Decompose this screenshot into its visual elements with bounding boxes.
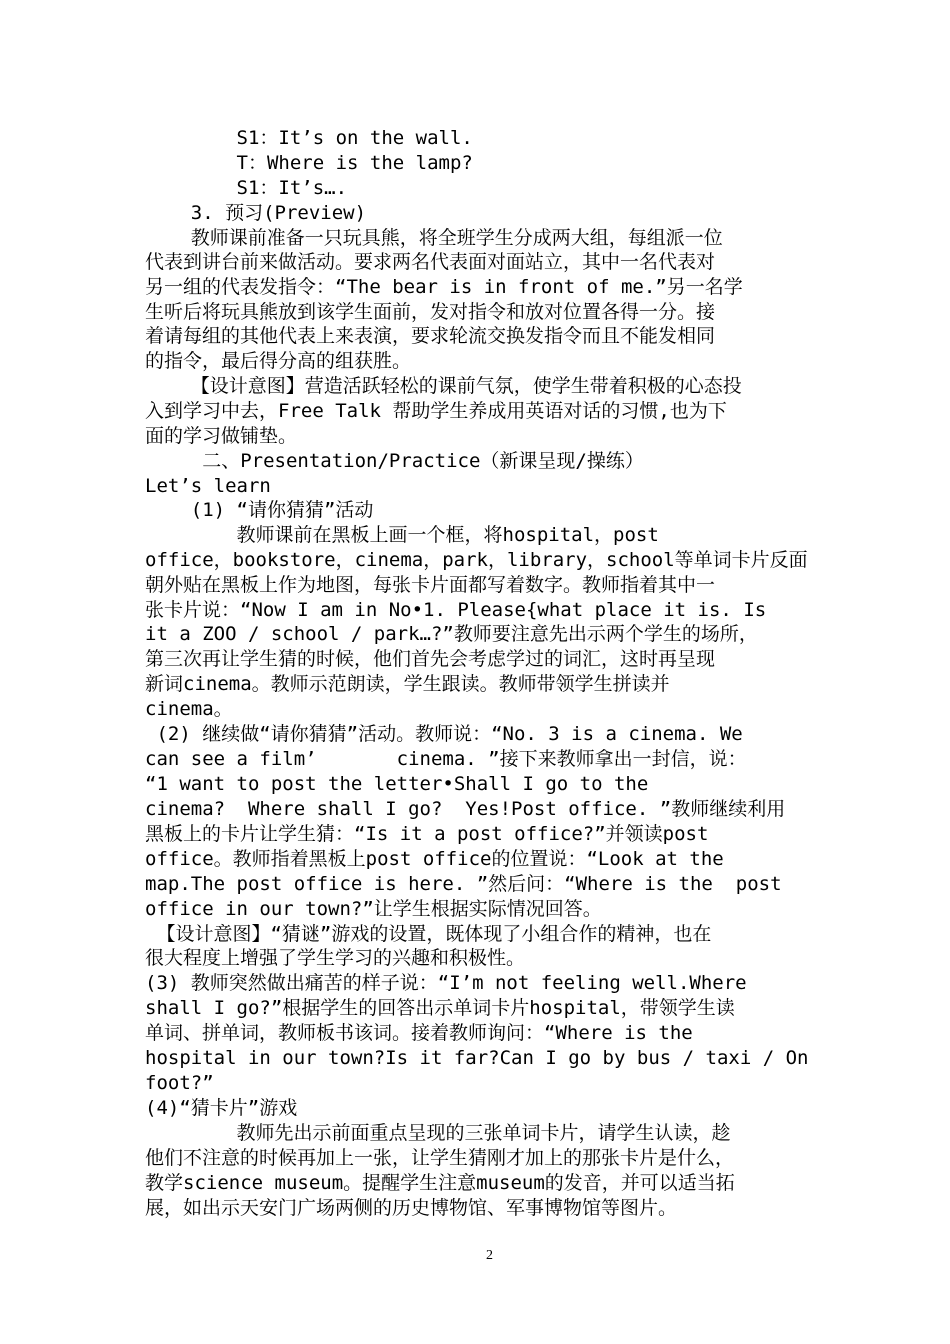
text-line: 教师先出示前面重点呈现的三张单词卡片，请学生认读，趁 [145,1122,731,1144]
text-line: 教师课前准备一只玩具熊，将全班学生分成两大组，每组派一位 [145,227,723,249]
text-line: foot?” [145,1072,214,1094]
text-line: 黑板上的卡片让学生猜：“Is it a post office?”并领读post [145,823,709,845]
text-line: 他们不注意的时候再加上一张，让学生猜刚才加上的那张卡片是什么， [145,1147,735,1169]
text-line: map.The post office is here. ”然后问：“Where is the post [145,873,782,895]
text-line: office。教师指着黑板上post office的位置说：“Look at the [145,848,724,870]
text-line: 面的学习做铺垫。 [145,425,298,447]
text-line: shall I go?”根据学生的回答出示单词卡片hospital，带领学生读 [145,997,735,1019]
text-line: 【设计意图】“猜谜”游戏的设置，既体现了小组合作的精神，也在 [145,923,712,945]
text-line: 教学science museum。提醒学生注意museum的发音，并可以适当拓 [145,1172,735,1194]
text-line: 朝外贴在黑板上作为地图，每张卡片面都写着数字。教师指着其中一 [145,574,716,596]
text-line: cinema。 [145,698,233,720]
section-heading: 二、Presentation/Practice（新课呈现/操练） [145,450,644,472]
text-line: 新词cinema。教师示范朗读，学生跟读。教师带领学生拼读并 [145,673,670,695]
text-line: (1) “请你猜猜”活动 [145,499,374,521]
text-line: can see a film’ cinema. ”接下来教师拿出一封信，说： [145,748,747,770]
text-line: “1 want to post the letter•Shall I go to the [145,773,649,795]
text-line: 张卡片说：“Now I am in No•1. Please{what place it is. Is [145,599,767,621]
text-line: 教师课前在黑板上画一个框，将hospital，post [145,524,659,546]
text-line: S1：It’s on the wall. [145,127,473,149]
subheading: (4)“猜卡片”游戏 [145,1097,298,1119]
text-line: office in our town?”让学生根据实际情况回答。 [145,898,602,920]
text-line: hospital in our town?Is it far?Can I go by bus / taxi / On [145,1047,809,1069]
page-number: 2 [486,1248,493,1263]
text-line: 另一组的代表发指令：“The bear is in front of me.”另一名学 [145,276,743,298]
text-line: 着请每组的其他代表上来表演，要求轮流交换发指令而且不能发相同 [145,325,716,347]
text-line: S1：It’s…. [145,177,348,199]
text-line: 入到学习中去，Free Talk 帮助学生养成用英语对话的习惯,也为下 [145,400,727,422]
text-line: T：Where is the lamp? [145,152,473,174]
text-line: 代表到讲台前来做活动。要求两名代表面对面站立，其中一名代表对 [145,251,716,273]
text-line: 很大程度上增强了学生学习的兴趣和积极性。 [145,947,526,969]
text-line: 【设计意图】营造活跃轻松的课前气氛，使学生带着积极的心态投 [145,375,742,397]
text-line: 展，如出示天安门广场两侧的历史博物馆、军事博物馆等图片。 [145,1197,678,1219]
text-line: (2) 继续做“请你猜猜”活动。教师说：“No. 3 is a cinema. We [145,723,743,745]
text-line: cinema? Where shall I go? Yes!Post office. ”教师继续利用 [145,798,786,820]
subheading: Let’s learn [145,475,271,497]
text-line: 的指令，最后得分高的组获胜。 [145,350,412,372]
text-line: 单词、拼单词，教师板书该词。接着教师询问：“Where is the [145,1022,693,1044]
text-line: 第三次再让学生猜的时候，他们首先会考虑学过的词汇，这时再呈现 [145,648,716,670]
text-line: office，bookstore，cinema，park，library，school等单词卡片反面 [145,549,808,571]
section-heading: 3. 预习(Preview) [145,202,367,224]
text-line: (3) 教师突然做出痛苦的样子说：“I’m not feeling well.Where [145,972,747,994]
text-line: 生听后将玩具熊放到该学生面前，发对指令和放对位置各得一分。接 [145,301,716,323]
text-line: it a ZOO / school / park…?”教师要注意先出示两个学生的场所， [145,623,758,645]
